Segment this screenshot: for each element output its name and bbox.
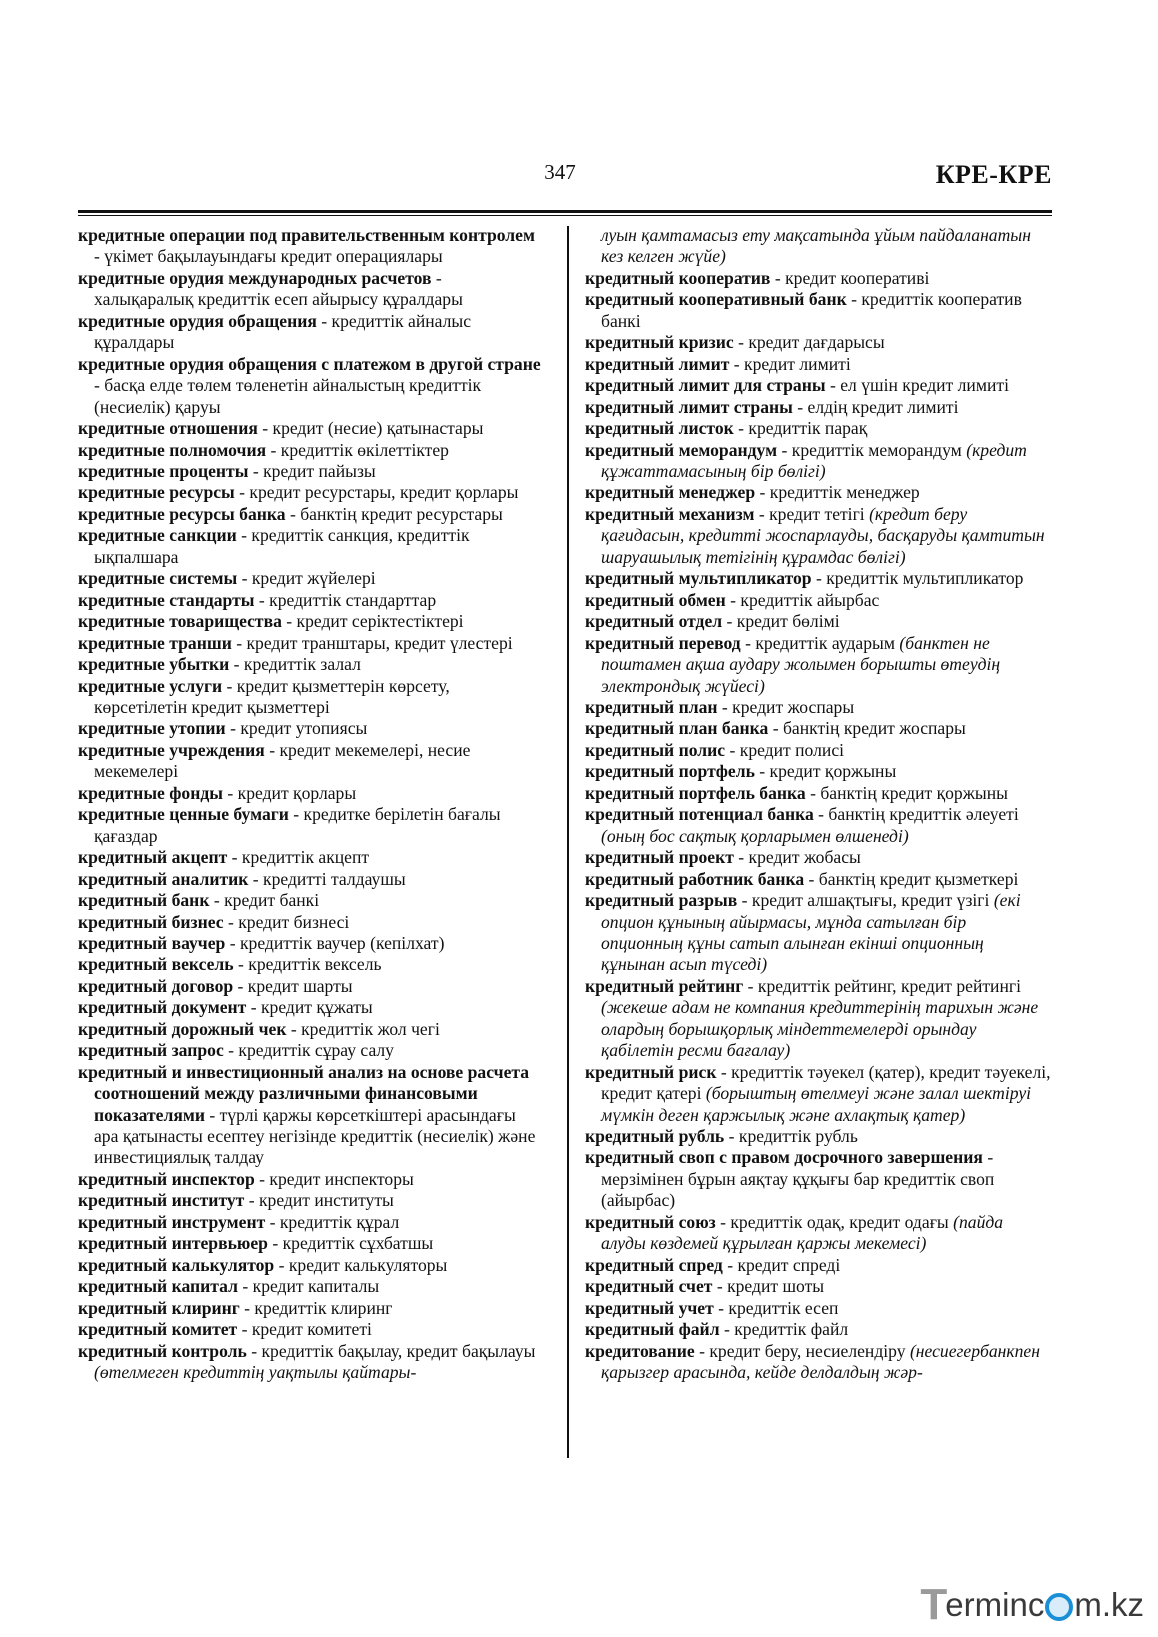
dictionary-entry [585, 890, 1051, 976]
entry-term: кредитные отношения [78, 418, 258, 439]
entry-term: кредитование [585, 1340, 695, 1361]
watermark-letter-c: c [1027, 1586, 1045, 1623]
entry-definition: - кредиттік рубль [724, 1126, 858, 1147]
left-column [78, 225, 544, 1383]
entry-note: (борыштың өтелмеуі және залал шектіруі мүмкін деген қаржылық және ахлақтық қатер) [601, 1083, 1032, 1125]
entry-definition: - банктің кредит жоспары [768, 718, 966, 739]
entry-definition: - кредит кооперативі [770, 267, 930, 288]
entry-definition: - кредиттік ваучер (кепілхат) [225, 932, 445, 953]
entry-term: кредитный союз [585, 1211, 716, 1232]
dictionary-entry [78, 418, 544, 439]
entry-definition: - кредиттік мультипликатор [811, 568, 1024, 589]
entry-note: (пайда алуды көздемей құрылған қаржы мекемесі) [601, 1211, 1004, 1254]
entry-term: кредитный договор [78, 975, 234, 996]
dictionary-entry [78, 504, 544, 525]
entry-definition: - кредит беру, несиелендіру [694, 1340, 910, 1361]
entry-term: кредитный вексель [78, 954, 234, 975]
entry-term: кредитный механизм [585, 503, 755, 524]
dictionary-entry [78, 890, 544, 911]
entry-definition: - кредиттік айырбас [725, 589, 880, 610]
dictionary-entry [78, 997, 544, 1018]
entry-term: кредитные операции под правительственным контролем [78, 225, 535, 245]
entry-term: кредитный лимит для страны [585, 375, 826, 396]
dictionary-entry [585, 633, 1051, 697]
entry-definition: - кредит бөлімі [722, 611, 840, 632]
entry-definition: - кредиттік вексель [233, 954, 382, 975]
dictionary-entry [78, 568, 544, 589]
entry-term: кредитный кооперативный банк [585, 289, 847, 310]
entry-definition: - кредит қорлары [223, 782, 357, 803]
entry-term: кредитный полис [585, 739, 726, 760]
entry-term: кредитные утопии [78, 718, 226, 739]
dictionary-entry [78, 590, 544, 611]
dictionary-entry [585, 268, 1051, 289]
entry-note: (өтелмеген кредиттің уақтылы қайтары- [94, 1362, 417, 1383]
entry-term: кредитный кризис [585, 332, 734, 353]
entry-term: кредитный контроль [78, 1340, 247, 1361]
column-divider [567, 226, 569, 1458]
entry-definition: - кредиттік акцепт [227, 847, 370, 868]
dictionary-entry [585, 1062, 1051, 1126]
dictionary-entry [585, 1255, 1051, 1276]
entry-note: (оның бос сақтық қорларымен өлшенеді) [601, 825, 909, 846]
entry-definition: - мерзімінен бұрын аяқтау құқығы бар кредиттік своп (айырбас) [601, 1147, 995, 1211]
entry-definition: - кредиттік жол чегі [286, 1018, 440, 1039]
dictionary-entry [78, 611, 544, 632]
entry-definition: - банктің кредиттік әлеуеті [813, 804, 1019, 825]
entry-term: кредитные ресурсы [78, 482, 235, 503]
entry-definition: - кредитке берілетін бағалы қағаздар [94, 804, 501, 846]
dictionary-entry [78, 847, 544, 868]
entry-term: кредитный интервьюер [78, 1233, 268, 1254]
entry-term: кредитный план банка [585, 718, 769, 739]
entry-definition: - кредит қоржыны [754, 761, 897, 782]
dictionary-entry [585, 976, 1051, 1062]
entry-definition: - кредит жоспары [717, 696, 855, 717]
dictionary-entry [78, 461, 544, 482]
dictionary-entry [585, 869, 1051, 890]
dictionary-entry [78, 1276, 544, 1297]
entry-note: (екі опцион құнының айырмасы, мұнда сатылған бір опционның құны сатып алынған екінші опционның құнынан асып түседі) [601, 890, 1021, 975]
dictionary-entry [585, 611, 1051, 632]
entry-term: кредитный перевод [585, 632, 741, 653]
entry-term: кредитные убытки [78, 654, 230, 675]
entry-term: кредитный и инвестиционный анализ на основе расчета соотношений между различными финансовыми показателями [78, 1061, 530, 1125]
entry-term: кредитный потенциал банка [585, 804, 814, 825]
page-number: 347 [544, 160, 576, 184]
entry-term: кредитный институт [78, 1190, 245, 1211]
header-rule-thin [78, 215, 1052, 216]
entry-definition: - кредит утопиясы [225, 718, 368, 739]
entry-definition: - кредиттік менеджер [755, 482, 920, 503]
right-entries [585, 268, 1051, 1384]
entry-definition: - кредит институты [244, 1190, 394, 1211]
entry-definition: - кредиттік парақ [733, 418, 868, 439]
entry-definition: - кредиттік аударым [740, 632, 900, 653]
entry-term: кредитный проект [585, 847, 734, 868]
entry-definition: - кредиттік айналыс құралдары [94, 310, 472, 353]
dictionary-entry [78, 482, 544, 503]
dictionary-entry [78, 718, 544, 739]
entry-term: кредитный рубль [585, 1126, 725, 1147]
dictionary-entry [585, 568, 1051, 589]
entry-definition: - елдің кредит лимиті [792, 396, 959, 417]
entry-definition: - түрлі қаржы көрсеткіштері арасындағы ара қатынасты есептеу негізінде кредиттік (несиелік) және инвестициялық талдау [94, 1104, 536, 1168]
dictionary-entry [78, 1341, 544, 1384]
dictionary-entry [78, 1212, 544, 1233]
entry-definition: - кредит спреді [722, 1254, 841, 1275]
dictionary-entry [78, 1255, 544, 1276]
entry-term: кредитные орудия обращения [78, 310, 317, 331]
dictionary-entry [78, 311, 544, 354]
entry-note: (банктен не поштамен ақша аудару жолымен борышты өтеудің электрондық жүйесі) [601, 632, 1001, 696]
entry-term: кредитные учреждения [78, 739, 265, 760]
dictionary-entry [585, 1298, 1051, 1319]
entry-definition: - үкімет бақылауындағы кредит операциялары [94, 246, 443, 267]
entry-term: кредитный файл [585, 1319, 720, 1340]
entry-definition: - банктің кредит ресурстары [285, 503, 503, 524]
entry-term: кредитные услуги [78, 675, 223, 696]
dictionary-entry [585, 354, 1051, 375]
entry-term: кредитный дорожный чек [78, 1018, 287, 1039]
entry-definition: - кредит шоты [712, 1276, 825, 1297]
entry-term: кредитные фонды [78, 782, 224, 803]
entry-term: кредитный отдел [585, 611, 723, 632]
entry-definition: - кредит лимиті [729, 353, 851, 374]
entry-term: кредитные транши [78, 632, 232, 653]
entry-term: кредитный акцепт [78, 847, 228, 868]
entry-definition: - кредиттік залал [229, 654, 361, 675]
entry-term: кредитный ваучер [78, 932, 226, 953]
entry-definition: - кредит инспекторы [254, 1168, 414, 1189]
dictionary-entry [78, 869, 544, 890]
dictionary-entry [585, 697, 1051, 718]
entry-term: кредитные орудия обращения с платежом в другой стране [78, 353, 541, 374]
entry-definition: - кредит серіктестіктері [281, 611, 464, 632]
entry-definition: - банктің кредит қызметкері [804, 868, 1019, 889]
dictionary-entry [78, 633, 544, 654]
entry-definition: - кредиттік рейтинг, кредит рейтингі [743, 975, 1021, 996]
entry-term: кредитные орудия международных расчетов [78, 267, 432, 288]
entry-note: (кредит құжаттамасының бір бөлігі) [601, 439, 1027, 481]
entry-definition: - кредит полисі [725, 739, 845, 760]
entry-definition: - кредиттік стандарттар [254, 589, 437, 610]
dictionary-entry [78, 1040, 544, 1061]
entry-term: кредитный менеджер [585, 482, 756, 503]
entry-term: кредитные санкции [78, 525, 237, 546]
entry-term: кредитный лимит страны [585, 396, 793, 417]
entry-definition: - кредиттік кооператив банкі [601, 289, 1022, 331]
dictionary-entry [585, 718, 1051, 739]
entry-term: кредитный портфель [585, 761, 755, 782]
entry-definition: - кредит пайызы [248, 460, 376, 481]
dictionary-entry [585, 397, 1051, 418]
dictionary-entry [585, 1276, 1051, 1297]
entry-term: кредитный счет [585, 1276, 713, 1297]
entry-definition: - кредит (несие) қатынастары [257, 418, 484, 439]
dictionary-entry [78, 783, 544, 804]
right-column [585, 225, 1051, 1383]
entry-term: кредитный лимит [585, 353, 730, 374]
entry-definition: - кредиттік тәуекел (қатер), кредит тәуекелі, кредит қатері [601, 1061, 1051, 1104]
dictionary-entry [78, 1062, 544, 1169]
entry-definition: - кредиттік бақылау, кредит бақылауы [246, 1340, 536, 1361]
entry-term: кредитный риск [585, 1061, 717, 1082]
dictionary-entry [78, 1019, 544, 1040]
entry-term: кредитный бизнес [78, 911, 224, 932]
dictionary-entry [585, 504, 1051, 568]
watermark-text-1: ermin [945, 1586, 1028, 1623]
entry-definition: - кредиттік клиринг [239, 1297, 393, 1318]
dictionary-entry [78, 525, 544, 568]
dictionary-entry [78, 1319, 544, 1340]
dictionary-entry [585, 332, 1051, 353]
entry-definition: - кредит банкі [209, 890, 320, 911]
dictionary-entry [585, 1126, 1051, 1147]
dictionary-entry [78, 225, 544, 268]
dictionary-entry [78, 804, 544, 847]
entry-note: (кредит беру қағидасын, кредитті жоспарлауды, басқаруды қамтитын шаруашылық тетігінің құрамдас бөлігі) [601, 503, 1045, 567]
entry-term: кредитный кооператив [585, 267, 771, 288]
entry-definition: - кредит комитеті [237, 1319, 372, 1340]
dictionary-entry [585, 847, 1051, 868]
entry-term: кредитный калькулятор [78, 1254, 275, 1275]
watermark-letter-t: T [920, 1580, 948, 1629]
dictionary-entry [585, 482, 1051, 503]
entry-definition: - банктің кредит қоржыны [805, 782, 1008, 803]
dictionary-entry [585, 1147, 1051, 1211]
dictionary-entry [78, 1190, 544, 1211]
dictionary-entry [585, 1341, 1051, 1384]
entry-definition: - кредиттік одақ, кредит одағы [715, 1211, 954, 1232]
entry-term: кредитный разрыв [585, 890, 738, 911]
dictionary-entry [585, 804, 1051, 847]
entry-term: кредитный план [585, 696, 718, 717]
entry-term: кредитный инспектор [78, 1168, 255, 1189]
entry-term: кредитный аналитик [78, 868, 249, 889]
entry-term: кредитные ресурсы банка [78, 503, 286, 524]
entry-definition: - кредит тетігі [754, 503, 870, 524]
entry-term: кредитный капитал [78, 1276, 238, 1297]
dictionary-entry [78, 912, 544, 933]
entry-definition: - кредит жүйелері [237, 568, 376, 589]
entry-definition: - кредиттік меморандум [777, 439, 967, 460]
dictionary-entry [585, 1212, 1051, 1255]
dictionary-entry [78, 740, 544, 783]
entry-term: кредитный обмен [585, 589, 726, 610]
entry-term: кредитные проценты [78, 460, 249, 481]
entry-term: кредитный банк [78, 890, 210, 911]
entry-term: кредитный мультипликатор [585, 568, 812, 589]
entry-term: кредитные системы [78, 568, 238, 589]
entry-definition: - кредит капиталы [237, 1276, 380, 1297]
entry-note: (несиегербанкпен қарызгер арасында, кейде делдалдың жәр- [601, 1340, 1040, 1383]
dictionary-entry [78, 654, 544, 675]
entry-term: кредитный листок [585, 418, 734, 439]
entry-definition: - басқа елде төлем төленетін айналыстың кредиттік (несиелік) қаруы [94, 375, 482, 417]
dictionary-entry [78, 354, 544, 418]
entry-definition: - кредит қызметтерін көрсету, көрсетілетін кредит қызметтері [94, 675, 450, 717]
entry-definition: - кредиттік сұрау салу [223, 1040, 394, 1061]
entry-definition: - кредиттік өкілеттіктер [266, 439, 449, 460]
dictionary-entry [585, 590, 1051, 611]
entry-term: кредитный документ [78, 997, 247, 1018]
entry-term: кредитные полномочия [78, 439, 267, 460]
entry-definition: - кредиттік құрал [265, 1211, 400, 1232]
entry-definition: - кредит шарты [233, 975, 353, 996]
dictionary-entry [585, 761, 1051, 782]
entry-term: кредитный работник банка [585, 868, 805, 889]
header-rule-thick [78, 210, 1052, 213]
entry-term: кредитный клиринг [78, 1297, 240, 1318]
entry-definition: - ел үшін кредит лимиті [825, 375, 1009, 396]
entry-term: кредитный учет [585, 1297, 714, 1318]
entry-term: кредитный запрос [78, 1040, 224, 1061]
entry-note: (жекеше адам не компания кредиттерінің тарихын және олардың борышқорлық міндеттемелерді орындау қабілетін ресми бағалау) [601, 997, 1039, 1061]
entry-term: кредитные ценные бумаги [78, 804, 289, 825]
watermark-logo [920, 1580, 1144, 1629]
dictionary-entry [78, 954, 544, 975]
entry-term: кредитный инструмент [78, 1211, 266, 1232]
entry-definition: - кредит бизнесі [223, 911, 350, 932]
entry-term: кредитные стандарты [78, 589, 255, 610]
entry-term: кредитный меморандум [585, 439, 778, 460]
dictionary-entry [78, 1233, 544, 1254]
watermark-o-icon [1045, 1593, 1073, 1621]
entry-definition: - кредит алшақтығы, кредит үзігі [737, 890, 994, 911]
dictionary-entry [585, 1319, 1051, 1340]
dictionary-entry [585, 375, 1051, 396]
dictionary-entry [78, 268, 544, 311]
entry-term: кредитные товарищества [78, 611, 282, 632]
dictionary-entry [585, 783, 1051, 804]
entry-term: кредитный рейтинг [585, 975, 744, 996]
dictionary-entry [78, 933, 544, 954]
entry-definition: - кредиттік санкция, кредиттік ықпалшара [94, 525, 470, 567]
watermark-text-2: m.kz [1074, 1586, 1144, 1623]
continuation-text: луын қамтамасыз ету мақсатында ұйым пайдаланатын кез келген жүйе) [601, 225, 1031, 267]
dictionary-entry [78, 1298, 544, 1319]
entry-definition: - кредит дағдарысы [733, 332, 885, 353]
entry-definition: - кредиттік сұхбатшы [267, 1233, 434, 1254]
entry-definition: - кредит ресурстары, кредит қорлары [234, 482, 519, 503]
entry-term: кредитный спред [585, 1254, 723, 1275]
entry-definition: - кредит транштары, кредит үлестері [231, 632, 513, 653]
dictionary-entry [78, 440, 544, 461]
entry-definition: - кредит калькуляторы [274, 1254, 448, 1275]
dictionary-entry [585, 289, 1051, 332]
dictionary-entry [585, 418, 1051, 439]
entry-definition: - кредиттік файл [719, 1319, 849, 1340]
dictionary-entry [585, 740, 1051, 761]
entry-term: кредитный портфель банка [585, 782, 806, 803]
dictionary-entry [78, 1169, 544, 1190]
entry-definition: - кредит жобасы [733, 847, 861, 868]
entry-definition: - кредит құжаты [246, 997, 373, 1018]
entry-definition: - кредиттік есеп [713, 1297, 839, 1318]
entry-definition: - халықаралық кредиттік есеп айырысу құралдары [94, 267, 463, 310]
entry-term: кредитный своп с правом досрочного завершения [585, 1147, 983, 1168]
entry-definition: - кредитті талдаушы [248, 868, 406, 889]
entry-term: кредитный комитет [78, 1319, 238, 1340]
running-head: КРЕ-КРЕ [935, 160, 1052, 189]
dictionary-entry [78, 676, 544, 719]
dictionary-entry [585, 440, 1051, 483]
dictionary-entry [78, 976, 544, 997]
entry-definition: - кредит мекемелері, несие мекемелері [94, 739, 471, 782]
